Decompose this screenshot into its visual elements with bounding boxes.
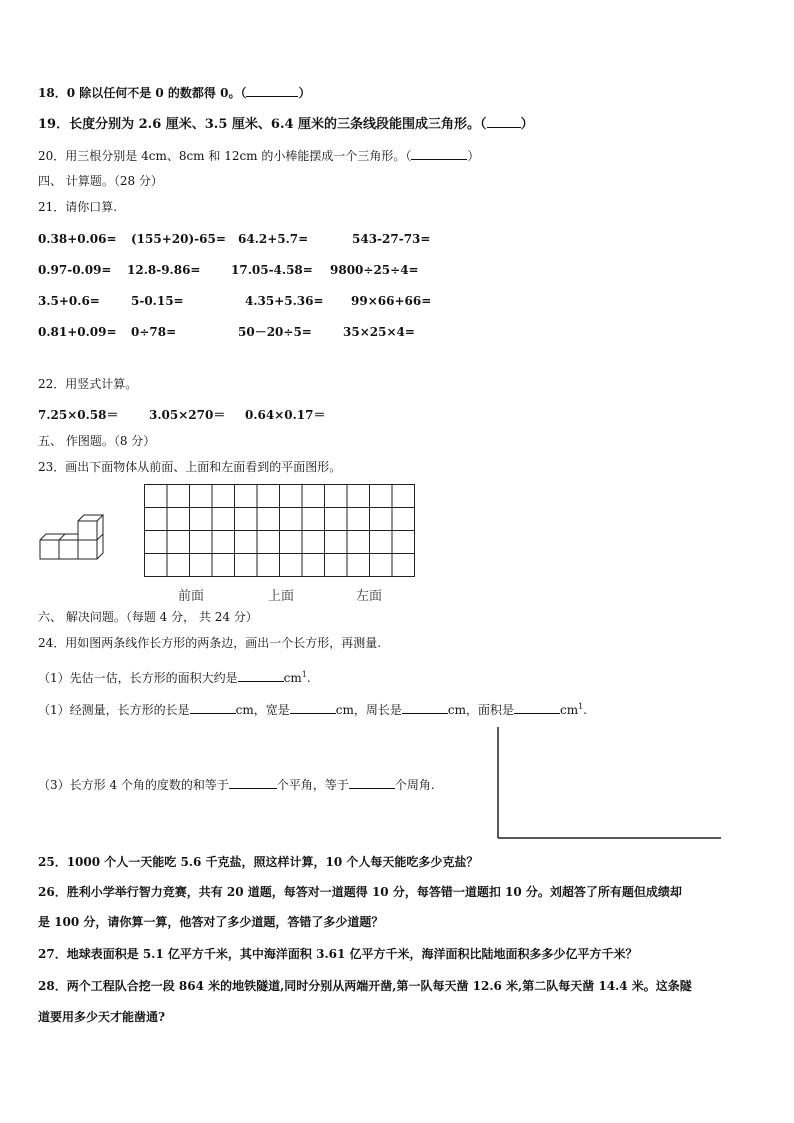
question-24-part-1: （1）先估一估，长方形的面积大约是 $cm^1$. — [38, 670, 311, 685]
question-21: 21．请你口算. — [38, 200, 118, 214]
answer-blank[interactable] — [190, 701, 236, 714]
calc-item: 3.5+0.6= — [38, 294, 100, 308]
question-23: 23．画出下面物体从前面、上面和左面看到的平面图形。 — [38, 460, 342, 474]
vertical-calc-item: 0.64×0.17＝ — [245, 408, 326, 422]
section-heading: 五、 作图题。（8 分） — [38, 434, 156, 448]
answer-blank[interactable] — [229, 776, 277, 789]
question-22: 22．用竖式计算。 — [38, 377, 138, 391]
answer-blank[interactable] — [238, 669, 284, 682]
calc-item: (155+20)-65= — [131, 232, 226, 246]
question-25: 25．1000 个人一天能吃 5.6 千克盐，照这样计算，10 个人每天能吃多少克盐？ — [38, 855, 479, 869]
calc-item: 35×25×4= — [343, 325, 415, 339]
calc-item: 0.97-0.09= — [38, 263, 112, 277]
calc-item: 64.2+5.7= — [238, 232, 309, 246]
question-18: 18．0 除以任何不是 0 的数都得 0。（ ） — [38, 86, 311, 100]
calc-item: 9800÷25÷4= — [330, 263, 419, 277]
calc-item: 4.35+5.36= — [245, 294, 324, 308]
question-28: 28．两个工程队合挖一段 864 米的地铁隧道,同时分别从两端开凿,第一队每天凿 12.6 米,第二队每天凿 14.4 米。这条隧 — [38, 979, 692, 993]
question-24-part-3: （3）长方形 4 个角的度数的和等于 个平角，等于 个周角. — [38, 778, 435, 792]
calc-item: 12.8-9.86= — [127, 263, 201, 277]
question-19: 19．长度分别为 2.6 厘米、3.5 厘米、6.4 厘米的三条线段能围成三角形。（ ） — [38, 117, 534, 132]
question-26-cont: 是 100 分，请你算一算，他答对了多少道题，答错了多少道题？ — [38, 915, 384, 929]
calc-item: 99×66+66= — [351, 294, 432, 308]
question-27: 27．地球表面积是 5.1 亿平方千米，其中海洋面积 3.61 亿平方千米，海洋面积比陆地面积多多少亿平方千米？ — [38, 947, 638, 961]
answer-blank[interactable] — [487, 115, 521, 128]
section-heading: 四、 计算题。（28 分） — [38, 174, 163, 188]
calc-item: 543-27-73= — [352, 232, 431, 246]
question-24: 24．用如图两条线作长方形的两条边，画出一个长方形，再测量. — [38, 636, 382, 650]
calc-item: 0.81+0.09= — [38, 325, 117, 339]
question-24-part-2: （1）经测量，长方形的长是 cm，宽是 cm，周长是 cm，面积是 $cm^1$. — [38, 702, 587, 717]
answer-blank[interactable] — [290, 701, 336, 714]
answer-blank[interactable] — [402, 701, 448, 714]
calc-item: 0÷78= — [131, 325, 177, 339]
view-label-front: 前面 — [178, 589, 205, 604]
view-label-left: 左面 — [356, 589, 383, 604]
calc-item: 17.05-4.58= — [231, 263, 313, 277]
answer-blank[interactable] — [246, 84, 298, 97]
question-28-cont: 道要用多少天才能凿通? — [38, 1010, 166, 1024]
drawing-grid[interactable] — [144, 484, 416, 578]
section-heading: 六、 解决问题。（每题 4 分， 共 24 分） — [38, 610, 258, 624]
cube-stack-figure — [38, 510, 108, 562]
answer-blank[interactable] — [411, 147, 467, 160]
vertical-calc-item: 7.25×0.58＝ — [38, 408, 119, 422]
answer-blank[interactable] — [349, 776, 395, 789]
calc-item: 50－20÷5= — [238, 325, 312, 339]
view-label-top: 上面 — [268, 589, 295, 604]
rectangle-sides-figure — [495, 726, 725, 842]
question-20: 20．用三根分别是 4cm、8cm 和 12cm 的小棒能摆成一个三角形。（ ） — [38, 149, 480, 163]
answer-blank[interactable] — [514, 701, 560, 714]
question-26: 26．胜利小学举行智力竞赛，共有 20 道题，每答对一道题得 10 分，每答错一道题扣 10 分。刘超答了所有题但成绩却 — [38, 885, 682, 899]
vertical-calc-item: 3.05×270＝ — [149, 408, 226, 422]
calc-item: 0.38+0.06= — [38, 232, 117, 246]
calc-item: 5-0.15= — [131, 294, 184, 308]
